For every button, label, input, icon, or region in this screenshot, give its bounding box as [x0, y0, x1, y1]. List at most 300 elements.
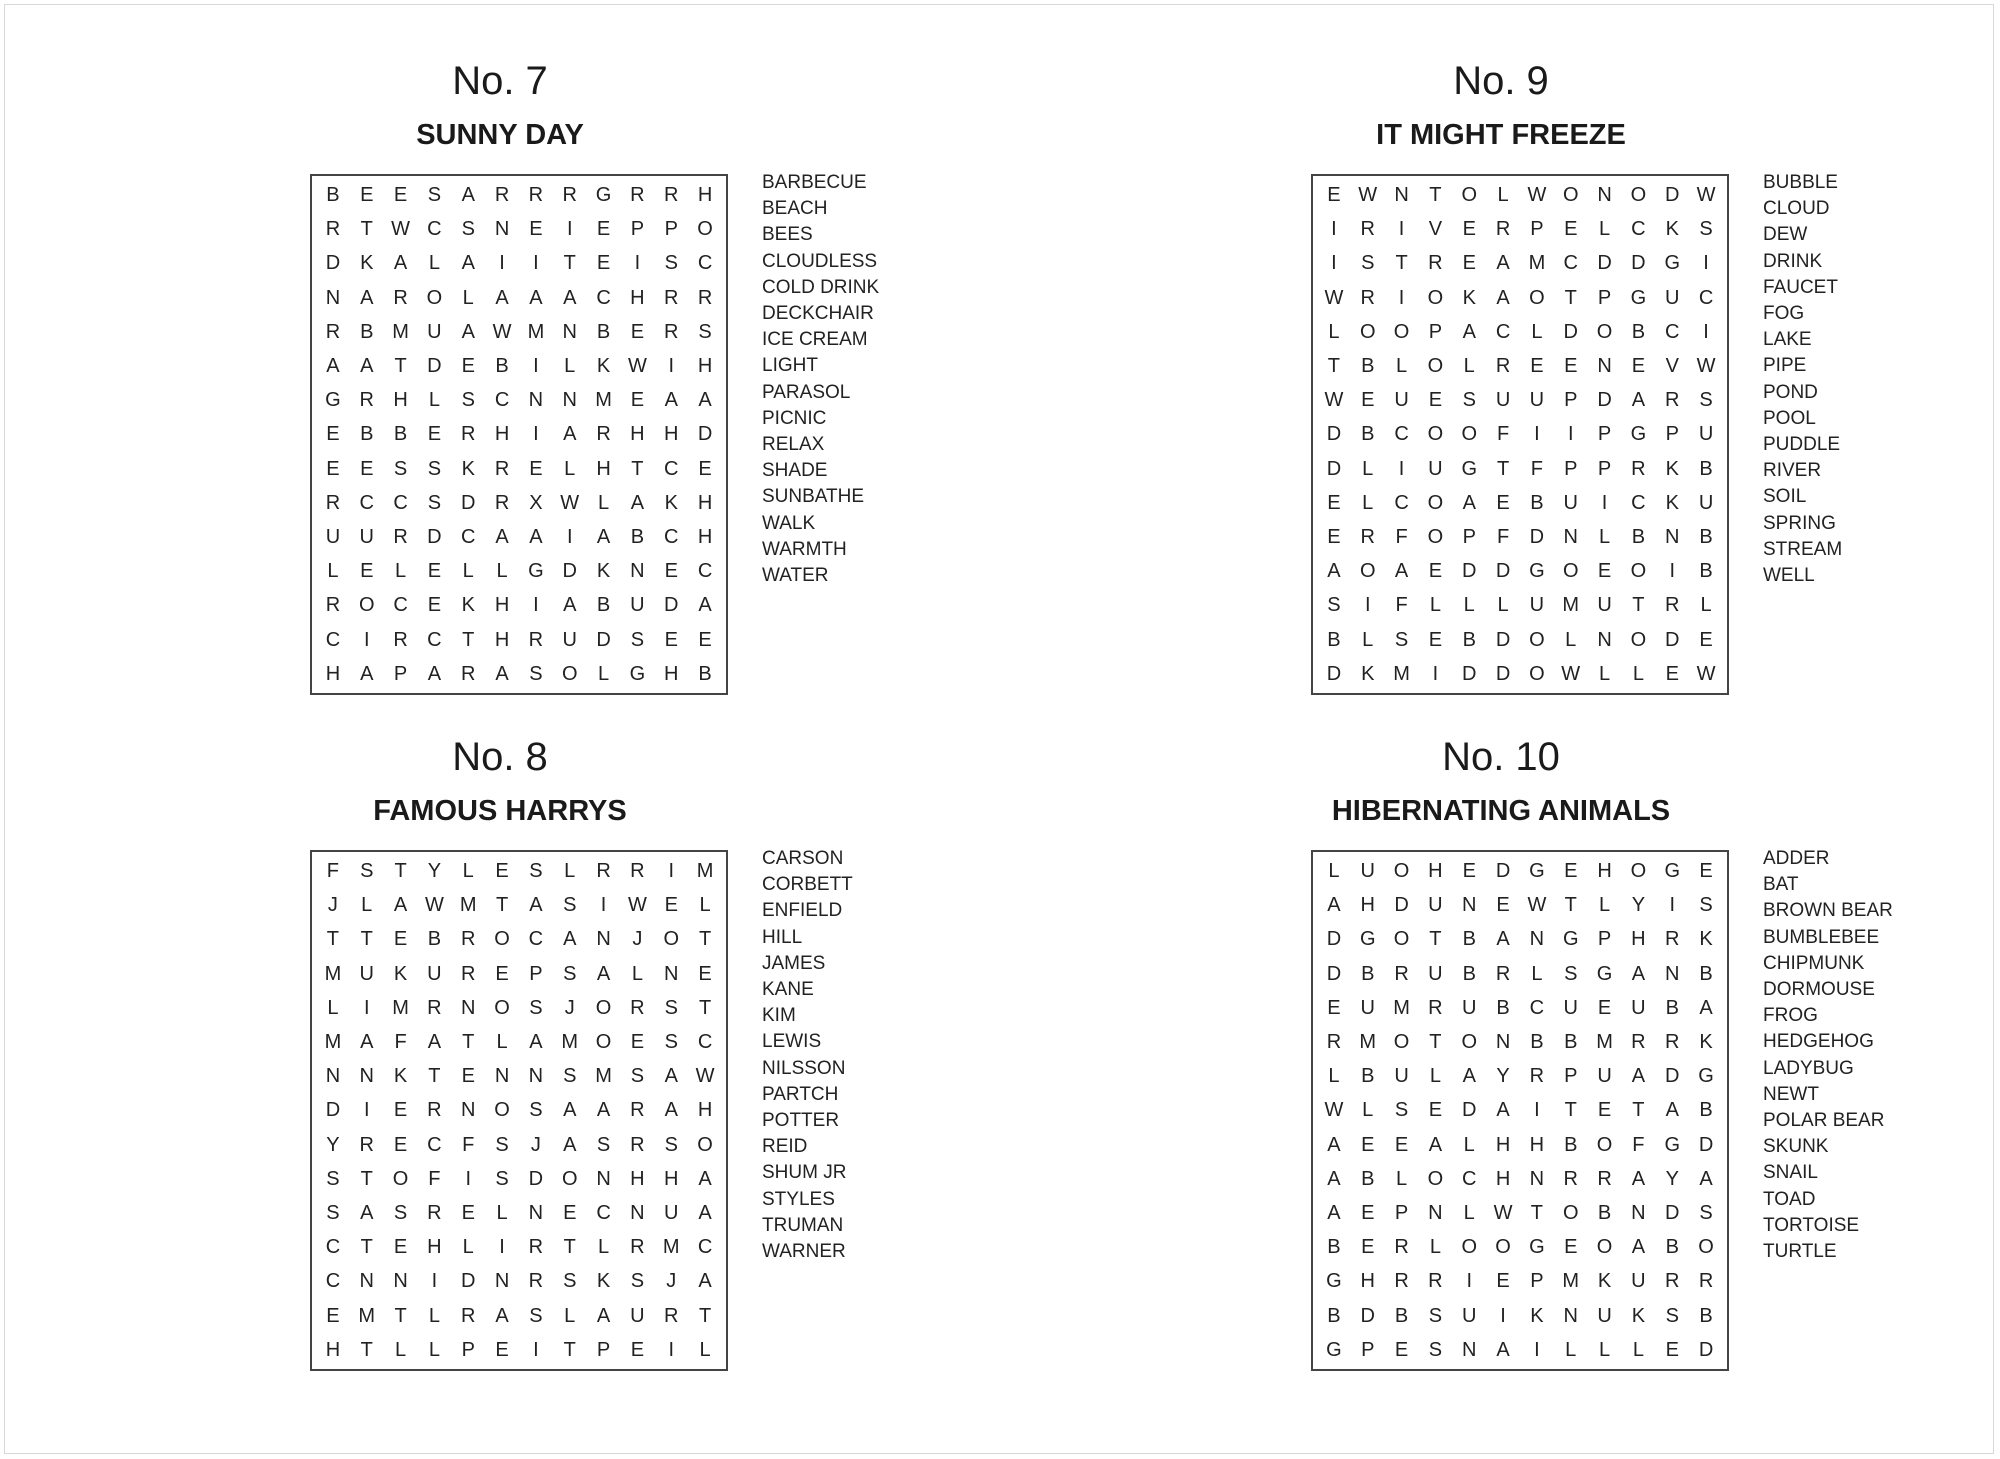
grid-letter: R [359, 1133, 374, 1156]
grid-letter: O [1393, 928, 1410, 951]
grid-letter: T [360, 1236, 373, 1259]
grid-letter: F [1395, 594, 1408, 617]
grid-letter: R [664, 286, 679, 309]
puzzle-no-9 [1251, 57, 2000, 737]
grid-letter: E [326, 457, 340, 480]
grid-letter: A [1327, 1202, 1341, 1225]
grid-letter: C [494, 389, 510, 412]
word-list-item: WARMTH [762, 538, 847, 560]
grid-letter: L [1429, 1236, 1441, 1259]
grid-letter: F [1496, 526, 1510, 549]
grid-letter: R [461, 962, 476, 985]
grid-letter: W [1324, 1099, 1344, 1122]
grid-letter: E [1361, 389, 1375, 412]
grid-letter: C [359, 491, 374, 514]
grid-letter: A [1631, 1236, 1646, 1259]
grid-letter: D [1394, 894, 1409, 917]
grid-letter: R [1495, 218, 1511, 241]
grid-letter: H [427, 1236, 442, 1259]
grid-letter: N [325, 286, 341, 309]
grid-letter: G [1698, 1065, 1714, 1088]
grid-letter: D [1462, 662, 1477, 685]
grid-letter: S [495, 1133, 509, 1156]
grid-letter: E [461, 355, 475, 378]
grid-letter: S [495, 1167, 509, 1190]
grid-letter: A [563, 1099, 577, 1122]
grid-letter: R [630, 1133, 645, 1156]
grid-letter: Y [326, 1133, 340, 1156]
grid-letter: E [1361, 1133, 1375, 1156]
grid-letter: U [359, 962, 374, 985]
grid-letter: H [325, 662, 341, 685]
grid-letter: N [461, 996, 476, 1019]
grid-letter: M [1562, 594, 1580, 617]
grid-letter: R [1360, 286, 1375, 309]
grid-letter: B [1699, 560, 1713, 583]
grid-letter: A [1631, 1065, 1646, 1088]
grid-letter: A [1631, 962, 1646, 985]
grid-letter: G [325, 389, 341, 412]
grid-letter: R [1495, 355, 1511, 378]
grid-letter: P [1530, 1270, 1544, 1293]
grid-letter: N [664, 962, 679, 985]
grid-letter: N [1462, 1338, 1477, 1361]
grid-letter: L [496, 1202, 508, 1225]
grid-letter: L [699, 894, 711, 917]
grid-letter: O [1630, 184, 1647, 207]
word-list-item: NEWT [1763, 1083, 1819, 1105]
grid-letter: D [1665, 1202, 1680, 1225]
grid-letter: C [1631, 218, 1646, 241]
grid-letter: W [627, 355, 647, 378]
grid-letter: C [325, 1236, 341, 1259]
grid-letter: O [1596, 1133, 1613, 1156]
grid-letter: C [393, 491, 408, 514]
grid-letter: G [1529, 1236, 1545, 1259]
grid-letter: R [1394, 1270, 1409, 1293]
grid-letter: G [1630, 286, 1647, 309]
grid-letter: N [494, 1065, 510, 1088]
grid-letter: A [698, 389, 712, 412]
grid-letter: A [563, 594, 577, 617]
grid-letter: E [664, 560, 678, 583]
grid-letter: W [1527, 184, 1547, 207]
grid-letter: O [1427, 423, 1444, 446]
grid-letter: T [394, 355, 407, 378]
grid-letter: P [1597, 457, 1612, 480]
grid-letter: A [664, 389, 678, 412]
grid-letter: R [630, 1236, 645, 1259]
grid-letter: B [1361, 1167, 1375, 1190]
grid-letter: T [1632, 594, 1645, 617]
puzzle-number: No. 9 [1453, 59, 1549, 103]
grid-letter: E [1428, 389, 1443, 412]
grid-letter: U [1631, 996, 1646, 1019]
grid-letter: C [664, 526, 679, 549]
grid-letter: A [427, 1031, 442, 1054]
grid-letter: L [361, 894, 373, 917]
grid-letter: E [427, 594, 442, 617]
grid-letter: F [326, 860, 340, 883]
grid-letter: E [529, 457, 543, 480]
puzzle-number: No. 7 [452, 59, 548, 103]
grid-letter: K [461, 594, 475, 617]
grid-letter: A [563, 423, 577, 446]
grid-letter: T [462, 628, 475, 651]
grid-letter: U [1529, 594, 1545, 617]
grid-letter: A [1665, 1099, 1679, 1122]
grid-letter: E [495, 962, 509, 985]
grid-letter: C [1631, 491, 1646, 514]
grid-letter: M [1596, 1031, 1613, 1054]
grid-letter: T [360, 1167, 373, 1190]
grid-letter: O [1596, 320, 1613, 343]
grid-letter: E [1496, 894, 1510, 917]
word-list-item: LEWIS [762, 1031, 822, 1053]
grid-letter: O [1461, 423, 1478, 446]
grid-letter: O [561, 662, 578, 685]
grid-letter: C [427, 628, 442, 651]
word-list-item: WALK [762, 512, 816, 534]
grid-letter: K [1462, 286, 1476, 309]
grid-letter: A [698, 594, 712, 617]
grid-letter: N [1665, 962, 1680, 985]
grid-letter: H [630, 1167, 645, 1190]
grid-letter: T [326, 928, 340, 951]
grid-letter: D [1326, 962, 1342, 985]
grid-letter: I [1398, 218, 1405, 241]
word-list-item: KANE [762, 979, 814, 1001]
puzzle-no-10 [1251, 733, 2000, 1413]
grid-letter: M [696, 860, 714, 883]
grid-letter: P [529, 962, 543, 985]
grid-letter: H [494, 594, 510, 617]
grid-letter: T [1327, 355, 1341, 378]
grid-letter: A [495, 526, 509, 549]
grid-letter: L [1599, 218, 1611, 241]
grid-letter: I [566, 218, 573, 241]
grid-letter: W [391, 218, 411, 241]
grid-letter: G [1529, 560, 1545, 583]
grid-letter: A [1327, 1167, 1341, 1190]
grid-letter: Y [1631, 894, 1646, 917]
grid-letter: S [1564, 962, 1578, 985]
grid-letter: M [561, 1031, 579, 1054]
grid-letter: E [461, 1202, 475, 1225]
word-list-item: SPRING [1763, 512, 1836, 534]
grid-letter: S [1394, 1099, 1409, 1122]
grid-letter: G [1664, 252, 1681, 275]
grid-letter: U [1631, 1270, 1646, 1293]
grid-letter: K [1530, 1304, 1544, 1327]
word-list-item: RELAX [762, 434, 825, 456]
letter-grid [1311, 850, 1729, 1371]
grid-letter: U [1529, 389, 1545, 412]
grid-letter: O [1461, 184, 1478, 207]
grid-letter: A [393, 894, 408, 917]
grid-letter: R [1631, 1031, 1646, 1054]
grid-letter: P [461, 1338, 475, 1361]
word-list-item: SKUNK [1763, 1136, 1829, 1158]
grid-letter: S [664, 252, 678, 275]
grid-letter: T [360, 218, 373, 241]
grid-letter: D [1495, 628, 1511, 651]
word-list-item: PUDDLE [1763, 434, 1841, 456]
grid-letter: N [1394, 184, 1409, 207]
grid-letter: N [359, 1270, 374, 1293]
grid-letter: D [1563, 320, 1578, 343]
grid-letter: S [563, 1065, 577, 1088]
grid-letter: W [1324, 286, 1344, 309]
grid-letter: R [461, 1304, 476, 1327]
grid-letter: B [1631, 320, 1646, 343]
grid-letter: O [1529, 286, 1545, 309]
word-list-item: KIM [762, 1005, 796, 1027]
grid-letter: T [563, 1236, 576, 1259]
grid-letter: R [461, 928, 476, 951]
grid-letter: L [395, 560, 407, 583]
grid-letter: E [1665, 662, 1679, 685]
grid-letter: S [698, 320, 712, 343]
grid-letter: L [1328, 860, 1340, 883]
word-list-item: BARBECUE [762, 172, 867, 193]
grid-letter: D [325, 252, 341, 275]
word-list-item: SOIL [1763, 486, 1807, 508]
grid-letter: U [630, 594, 645, 617]
grid-letter: R [393, 526, 408, 549]
grid-letter: A [664, 1099, 678, 1122]
grid-letter: R [393, 628, 408, 651]
grid-letter: G [1562, 928, 1579, 951]
grid-letter: E [1428, 628, 1443, 651]
grid-letter: N [1495, 1031, 1511, 1054]
grid-letter: M [595, 389, 612, 412]
grid-letter: U [1597, 594, 1612, 617]
grid-letter: R [1428, 996, 1443, 1019]
grid-letter: E [1327, 184, 1341, 207]
grid-letter: S [529, 860, 543, 883]
grid-letter: E [529, 218, 543, 241]
grid-letter: S [1699, 389, 1713, 412]
grid-letter: R [664, 1304, 679, 1327]
grid-letter: K [596, 1270, 611, 1293]
grid-letter: L [428, 252, 440, 275]
grid-letter: A [1428, 1133, 1443, 1156]
grid-letter: P [1462, 526, 1476, 549]
grid-letter: S [1699, 1202, 1713, 1225]
word-list [762, 846, 853, 1265]
grid-letter: I [1398, 457, 1405, 480]
grid-letter: U [1360, 860, 1375, 883]
grid-letter: M [459, 894, 477, 917]
grid-letter: R [1665, 1031, 1680, 1054]
grid-letter: L [462, 560, 474, 583]
grid-letter: G [595, 184, 612, 207]
grid-letter: C [1529, 996, 1545, 1019]
grid-letter: M [662, 1236, 680, 1259]
grid-letter: U [1428, 894, 1443, 917]
grid-letter: D [461, 1270, 476, 1293]
grid-letter: L [1497, 184, 1509, 207]
word-list [1763, 170, 1842, 589]
grid-letter: R [1326, 1031, 1342, 1054]
grid-letter: B [1361, 962, 1375, 985]
grid-letter: E [393, 1099, 408, 1122]
letter-grid [310, 850, 728, 1371]
word-list-item: JAMES [762, 952, 826, 974]
word-list-item: CLOUD [1763, 198, 1830, 220]
grid-letter: S [1462, 389, 1476, 412]
grid-letter: I [363, 996, 370, 1019]
grid-letter: I [533, 355, 539, 378]
grid-letter: L [598, 1236, 610, 1259]
grid-letter: B [1496, 996, 1510, 1019]
grid-letter: H [393, 389, 408, 412]
grid-letter: R [528, 628, 544, 651]
grid-letter: S [630, 1270, 645, 1293]
grid-letter: Y [427, 860, 442, 883]
grid-letter: G [1461, 457, 1478, 480]
grid-letter: R [359, 389, 374, 412]
grid-letter: L [1497, 594, 1509, 617]
grid-letter: B [1327, 628, 1341, 651]
grid-letter: G [629, 662, 646, 685]
grid-letter: E [1361, 1202, 1375, 1225]
grid-letter: C [325, 628, 341, 651]
grid-letter: A [461, 252, 475, 275]
grid-letter: J [564, 996, 575, 1019]
grid-letter: H [630, 286, 645, 309]
grid-letter: S [427, 184, 442, 207]
grid-letter: L [1362, 1099, 1374, 1122]
grid-letter: E [1428, 560, 1443, 583]
grid-letter: A [427, 662, 442, 685]
grid-letter: D [1665, 184, 1680, 207]
grid-letter: E [1394, 1338, 1409, 1361]
grid-letter: L [564, 1304, 576, 1327]
grid-letter: U [1665, 286, 1680, 309]
grid-letter: R [1563, 1167, 1578, 1190]
grid-letter: A [495, 662, 509, 685]
word-list-item: CORBETT [762, 874, 853, 896]
grid-letter: M [392, 320, 409, 343]
letter-grid [310, 174, 728, 695]
grid-letter: O [1427, 286, 1444, 309]
grid-letter: B [1530, 491, 1544, 514]
grid-letter: O [697, 1133, 713, 1156]
grid-letter: A [563, 1133, 577, 1156]
grid-letter: P [1564, 457, 1578, 480]
grid-letter: D [1360, 1304, 1375, 1327]
grid-letter: D [528, 1167, 544, 1190]
grid-letter: A [698, 1167, 712, 1190]
grid-letter: R [664, 184, 679, 207]
grid-letter: R [494, 184, 510, 207]
word-list-item: POND [1763, 381, 1818, 403]
grid-letter: A [360, 662, 374, 685]
grid-letter: A [1462, 491, 1476, 514]
word-list-item: WARNER [762, 1241, 846, 1263]
grid-letter: E [393, 1133, 408, 1156]
grid-letter: S [664, 1031, 678, 1054]
grid-letter: C [697, 1236, 713, 1259]
grid-letter: N [494, 218, 510, 241]
grid-letter: K [1361, 662, 1375, 685]
grid-letter: A [664, 1065, 678, 1088]
grid-letter: S [326, 1202, 340, 1225]
grid-letter: L [1632, 1338, 1644, 1361]
grid-letter: C [697, 1031, 713, 1054]
grid-letter: I [1466, 1270, 1473, 1293]
grid-letter: D [427, 526, 442, 549]
grid-letter: R [1394, 962, 1409, 985]
puzzle-title: HIBERNATING ANIMALS [1331, 795, 1671, 827]
word-list-item: SHUM JR [762, 1162, 847, 1184]
grid-letter: S [664, 1133, 678, 1156]
grid-letter: O [392, 1167, 409, 1190]
grid-letter: O [358, 594, 375, 617]
grid-letter: A [360, 355, 374, 378]
grid-letter: O [1630, 860, 1647, 883]
grid-letter: H [664, 662, 679, 685]
grid-letter: H [494, 628, 510, 651]
grid-letter: A [563, 928, 577, 951]
grid-letter: I [1500, 1304, 1506, 1327]
grid-letter: C [664, 457, 679, 480]
grid-letter: L [1599, 662, 1611, 685]
grid-letter: E [1564, 860, 1578, 883]
grid-letter: E [630, 320, 645, 343]
grid-letter: L [1700, 594, 1712, 617]
puzzle-number: No. 8 [452, 735, 548, 779]
grid-letter: R [461, 423, 476, 446]
grid-letter: L [1362, 628, 1374, 651]
grid-letter: K [1665, 457, 1679, 480]
grid-letter: N [596, 1167, 611, 1190]
grid-letter: P [1394, 1202, 1409, 1225]
grid-letter: B [1462, 962, 1476, 985]
grid-letter: L [564, 860, 576, 883]
word-list-item: PICNIC [762, 407, 827, 429]
grid-letter: L [1463, 1133, 1475, 1156]
grid-letter: H [697, 491, 713, 514]
grid-letter: H [1631, 928, 1646, 951]
grid-letter: A [1394, 560, 1409, 583]
grid-letter: R [1665, 594, 1680, 617]
grid-letter: S [563, 894, 577, 917]
grid-letter: B [1699, 457, 1713, 480]
grid-letter: R [325, 594, 341, 617]
grid-letter: E [461, 1065, 475, 1088]
grid-letter: E [596, 218, 611, 241]
grid-letter: E [360, 457, 374, 480]
word-list-item: POOL [1763, 407, 1816, 429]
grid-letter: D [1631, 252, 1646, 275]
grid-letter: I [1703, 320, 1709, 343]
grid-letter: E [1597, 560, 1612, 583]
grid-letter: S [360, 860, 374, 883]
grid-letter: B [1564, 1133, 1578, 1156]
grid-letter: O [1562, 184, 1579, 207]
grid-letter: R [494, 491, 510, 514]
grid-letter: R [1428, 252, 1443, 275]
grid-letter: D [1326, 662, 1342, 685]
grid-letter: K [393, 1065, 408, 1088]
grid-letter: N [630, 1202, 645, 1225]
grid-letter: R [325, 320, 341, 343]
word-list-item: LADYBUG [1763, 1057, 1854, 1079]
grid-letter: L [1531, 320, 1543, 343]
